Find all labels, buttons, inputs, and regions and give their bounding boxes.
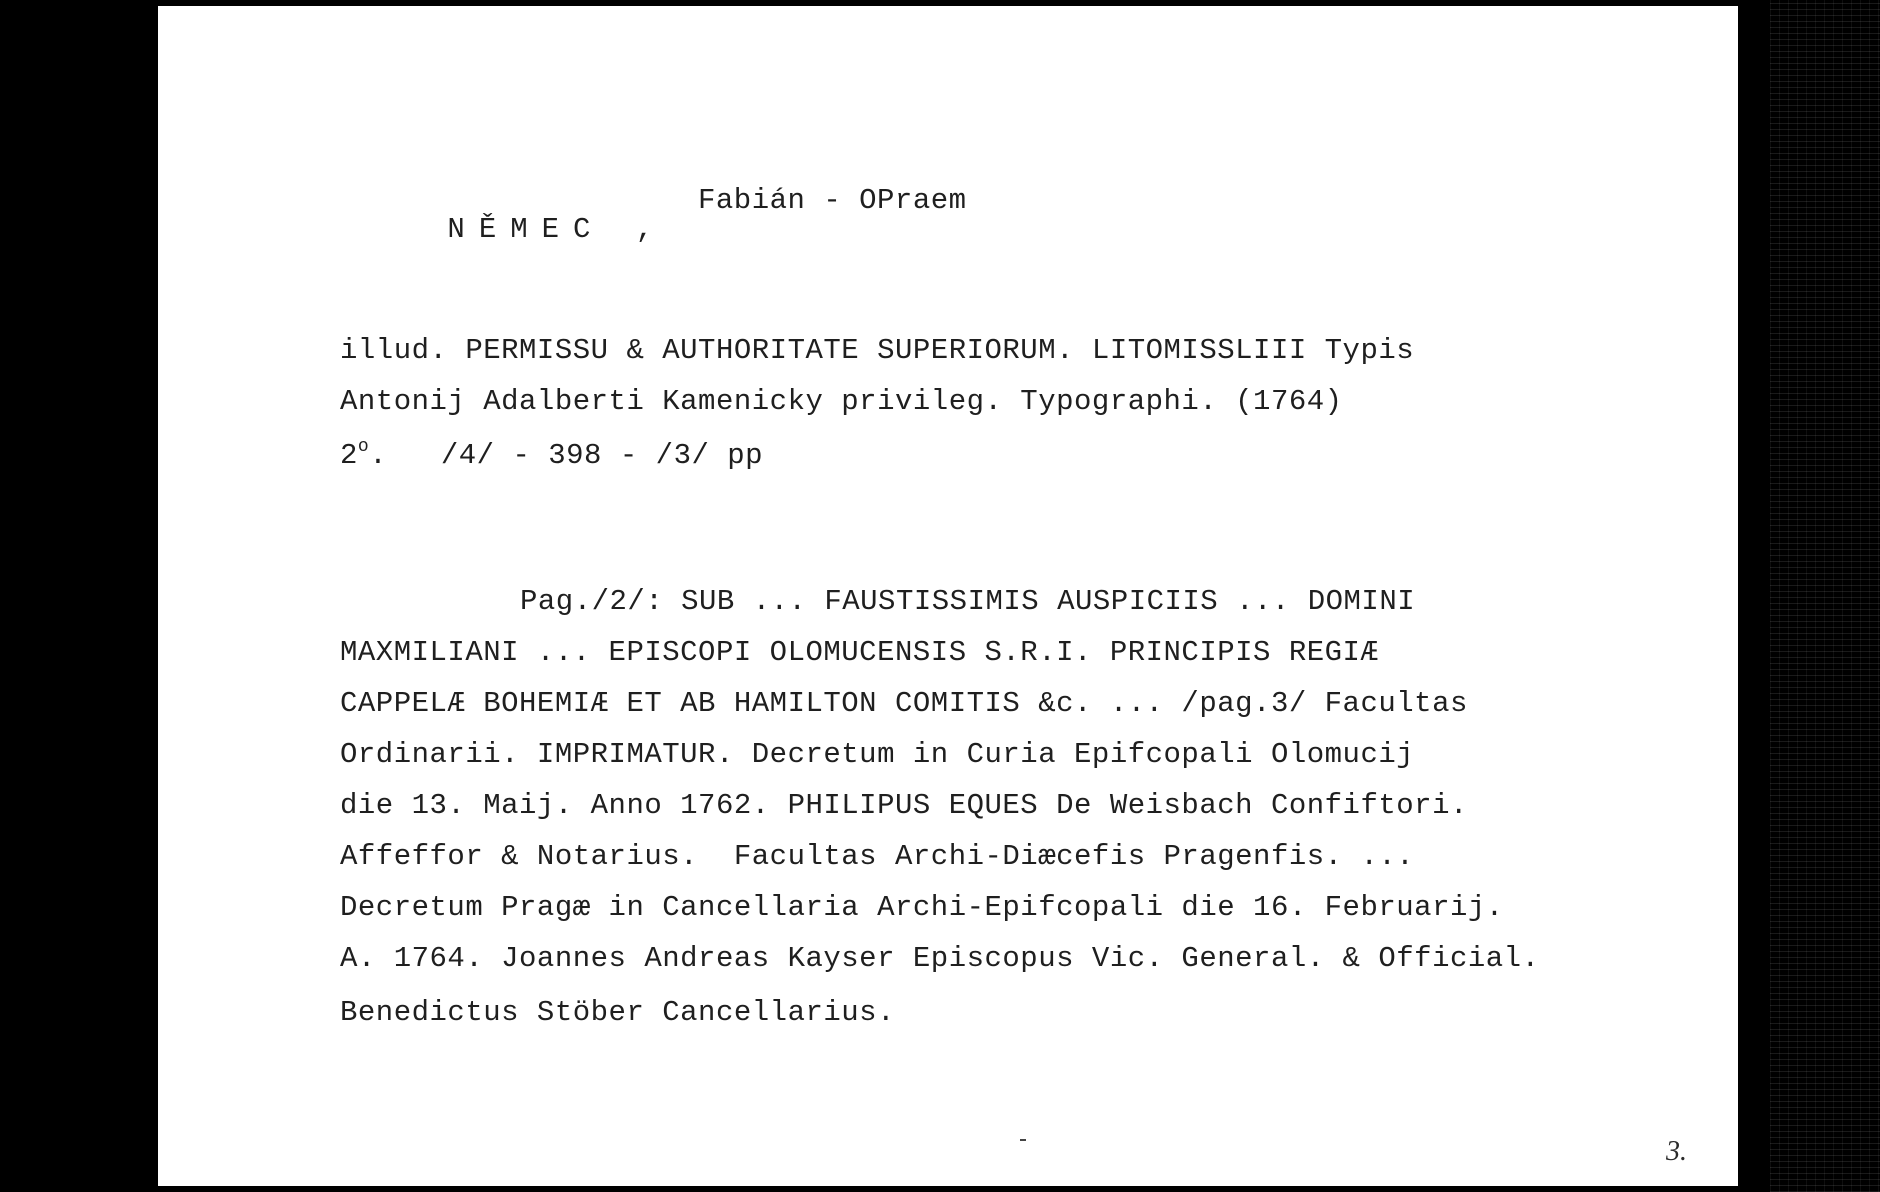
imprint-line-1: illud. PERMISSU & AUTHORITATE SUPERIORUM. LITOMISSLIII Typis [340, 334, 1415, 367]
catalog-card [158, 6, 1738, 1186]
description-line: Decretum Pragæ in Cancellaria Archi-Epifcopali die 16. Februarij. [340, 891, 1504, 924]
description-line: A. 1764. Joannes Andreas Kayser Episcopus Vic. General. & Official. [340, 942, 1540, 975]
author-surname: NĚMEC , [447, 213, 668, 246]
stray-mark [1020, 1139, 1026, 1141]
description-line: die 13. Maij. Anno 1762. PHILIPUS EQUES De Weisbach Confiftori. [340, 789, 1468, 822]
author-forename: Fabián - OPraem [698, 184, 967, 217]
collation-format-superscript: o [357, 437, 370, 457]
card-heading [340, 184, 967, 302]
description-line: Pag./2/: SUB ... FAUSTISSIMIS AUSPICIIS ... DOMINI [520, 585, 1416, 618]
description-line: Ordinarii. IMPRIMATUR. Decretum in Curia Epifcopali Olomucij [340, 738, 1415, 771]
collation-format: 2 [340, 439, 358, 472]
description-line: MAXMILIANI ... EPISCOPI OLOMUCENSIS S.R.I. PRINCIPIS REGIÆ [340, 636, 1379, 669]
description-line: Affeffor & Notarius. Facultas Archi-Diæcefis Pragenfis. ... [340, 840, 1415, 873]
imprint-line-2: Antonij Adalberti Kamenicky privileg. Typographi. (1764) [340, 385, 1343, 418]
scan-edge-noise [1770, 0, 1880, 1192]
collation-pages: . /4/ - 398 - /3/ pp [369, 439, 764, 472]
description-line: Benedictus Stöber Cancellarius. [340, 996, 895, 1029]
collation-line [340, 438, 763, 470]
card-number: 3. [1666, 1136, 1687, 1167]
description-line: CAPPELÆ BOHEMIÆ ET AB HAMILTON COMITIS &c. ... /pag.3/ Facultas [340, 687, 1468, 720]
